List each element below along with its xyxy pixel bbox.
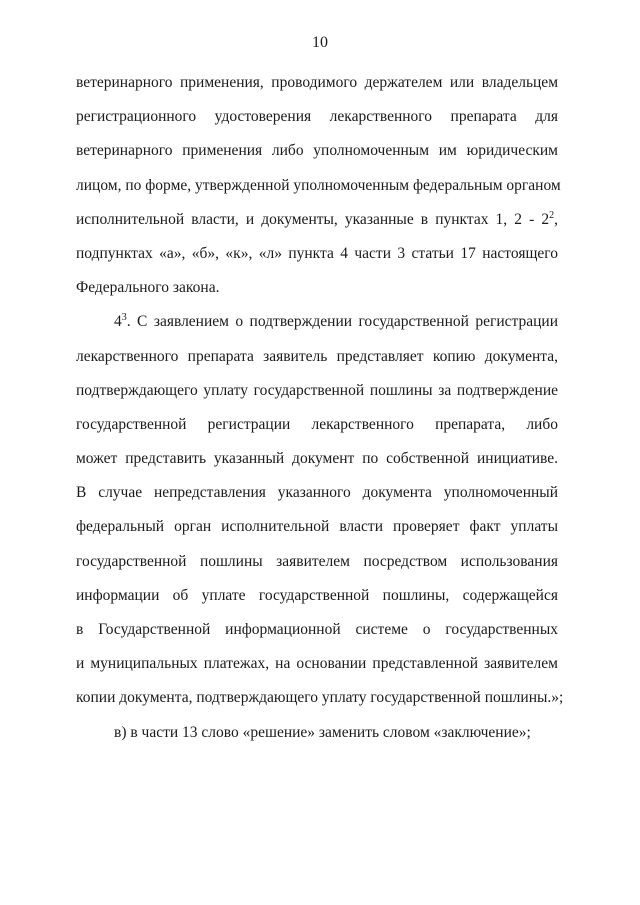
section-number: 4 (114, 313, 122, 331)
text-line: регистрационного удостоверения лекарственного препарата для (76, 108, 558, 126)
text-line: может представить указанный документ по собственной инициативе. (76, 450, 558, 468)
text-line: подтверждающего уплату государственной пошлины за подтверждение (76, 381, 558, 399)
text-line: информации об уплате государственной пошлины, содержащейся (76, 586, 558, 604)
paragraph-2 (76, 305, 564, 715)
page-number: 10 (312, 34, 328, 51)
superscript: 3 (121, 312, 127, 324)
paragraph-3 (76, 716, 558, 750)
document-body (76, 66, 564, 750)
paragraph-1 (76, 66, 561, 305)
text-line: лекарственного препарата заявитель представляет копию документа, (76, 347, 558, 365)
text-segment: . С заявлением о подтверждении государственной регистрации (126, 313, 558, 331)
text-line: в Государственной информационной системе о государственных (76, 621, 558, 638)
text-segment: исполнительной власти, и документы, указанные в пунктах 1, 2 - 2 (76, 210, 550, 228)
text-line: ветеринарного применения, проводимого держателем или владельцем (76, 74, 558, 91)
text-line: В случае непредставления указанного документа уполномоченный (76, 484, 558, 502)
text-line: лицом, по форме, утвержденной уполномоченным федеральным органом (76, 176, 561, 194)
text-line: и муниципальных платежах, на основании представленной заявителем (76, 655, 558, 673)
text-line: государственной регистрации лекарственного препарата, либо (76, 415, 558, 433)
superscript: 2 (549, 209, 555, 221)
text-line: Федерального закона. (76, 279, 220, 297)
text-line (76, 305, 558, 339)
text-line: ветеринарного применения либо уполномоченным им юридическим (76, 142, 558, 160)
text-line: подпунктах «а», «б», «к», «л» пункта 4 части 3 статьи 17 настоящего (76, 244, 558, 262)
text-line: федеральный орган исполнительной власти проверяет факт уплаты (76, 518, 558, 536)
text-line: в) в части 13 слово «решение» заменить словом «заключение»; (114, 723, 531, 741)
text-segment: , (554, 210, 558, 228)
text-line (76, 203, 558, 237)
text-line: копии документа, подтверждающего уплату государственной пошлины.»; (76, 689, 564, 707)
text-line: государственной пошлины заявителем посредством использования (76, 552, 558, 570)
